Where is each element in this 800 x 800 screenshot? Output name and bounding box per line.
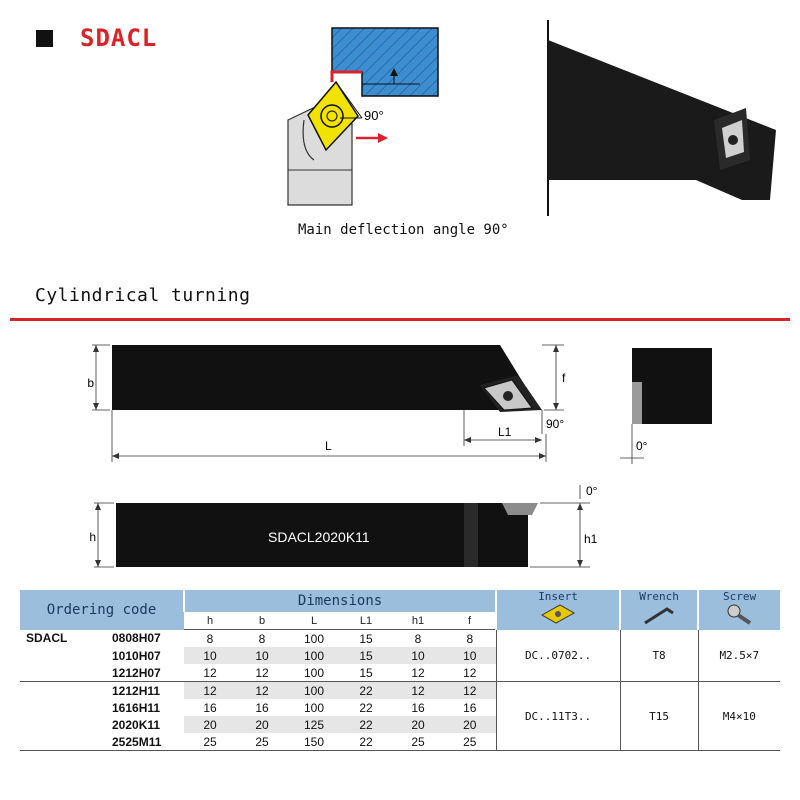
insert-cell: DC..0702.. (496, 630, 620, 682)
dim-l1-label: L1 (498, 425, 512, 439)
cell: 15 (359, 665, 373, 680)
ordering-code: 1010H07 (112, 648, 161, 663)
workpiece-shape (332, 28, 438, 96)
side-view-drawing (80, 330, 600, 470)
cell: 25 (184, 733, 236, 751)
page-title: SDACL (80, 24, 158, 52)
cell: 12 (255, 665, 269, 680)
screw-icon (720, 603, 760, 625)
col-f-header: f (444, 612, 496, 630)
diagram-angle-label: 90° (364, 108, 384, 123)
screw-cell: M2.5×7 (698, 630, 780, 682)
model-label: SDACL2020K11 (268, 529, 370, 545)
wrench-icon (639, 603, 679, 625)
cell: 22 (340, 682, 392, 700)
cell: 100 (304, 631, 325, 646)
cell: 12 (411, 665, 425, 680)
cell: 100 (288, 647, 340, 664)
cell: 20 (184, 716, 236, 733)
cell: 12 (444, 682, 496, 700)
cell: 20 (444, 716, 496, 733)
caption: Main deflection angle 90° (298, 222, 509, 238)
col-b-header: b (236, 612, 288, 630)
cell: 8 (258, 631, 266, 646)
cell: 100 (288, 682, 340, 700)
cell: 15 (340, 647, 392, 664)
insert-icon (538, 603, 578, 625)
ordering-code: 1212H07 (112, 665, 161, 680)
cell: 12 (392, 682, 444, 700)
col-h-header: h (184, 612, 236, 630)
section-divider (10, 318, 790, 321)
insert-header-label: Insert (538, 590, 578, 603)
cell: 16 (411, 700, 425, 715)
ordering-code: 2525M11 (104, 733, 184, 751)
wrench-header (620, 590, 698, 630)
cell: 22 (340, 733, 392, 751)
ordering-code: 1616H11 (112, 700, 161, 715)
dim-l-label: L (325, 439, 332, 453)
cell: 100 (304, 665, 325, 680)
cell: 16 (463, 700, 477, 715)
cell: 8 (414, 631, 422, 646)
cell: 25 (444, 733, 496, 751)
cell: 10 (184, 647, 236, 664)
section-title: Cylindrical turning (35, 285, 251, 306)
ordering-code: 1212H11 (104, 682, 184, 700)
table-row (20, 630, 780, 648)
cell: 20 (236, 716, 288, 733)
front-insert-shape (502, 503, 538, 515)
insert-cell: DC..11T3.. (496, 682, 620, 751)
ordering-code-header: Ordering code (20, 590, 184, 630)
cell: 15 (359, 631, 373, 646)
end-angle-label: 0° (636, 439, 648, 453)
cell: 150 (288, 733, 340, 751)
cell: 25 (236, 733, 288, 751)
cell: 10 (444, 647, 496, 664)
cell: 125 (288, 716, 340, 733)
front-angle-label: 0° (586, 485, 598, 498)
cell: 10 (236, 647, 288, 664)
product-photo (546, 20, 800, 216)
wrench-cell: T8 (620, 630, 698, 682)
col-l1-header: L1 (340, 612, 392, 630)
wrench-header-label: Wrench (639, 590, 679, 603)
cell: 16 (203, 700, 217, 715)
screw-header (698, 590, 780, 630)
holder-side-shape (112, 345, 540, 410)
cell: 12 (203, 665, 217, 680)
screw-header-label: Screw (723, 590, 757, 603)
dim-f-label: f (562, 371, 566, 385)
side-angle-label: 90° (546, 417, 565, 431)
cell: 22 (340, 716, 392, 733)
cell: 10 (392, 647, 444, 664)
col-h1-header: h1 (392, 612, 444, 630)
cell: 8 (206, 631, 214, 646)
screw-cell: M4×10 (698, 682, 780, 751)
cell: 16 (255, 700, 269, 715)
dim-h-label: h (89, 530, 96, 544)
holder-end-shape (632, 348, 712, 424)
cell: 12 (463, 665, 477, 680)
ordering-code: 2020K11 (112, 717, 161, 732)
cell: 22 (359, 700, 373, 715)
cell: 8 (466, 631, 474, 646)
cell: 100 (304, 700, 325, 715)
cell: 20 (392, 716, 444, 733)
dim-h1-label: h1 (584, 532, 598, 546)
title-bullet (36, 30, 53, 47)
spec-table (20, 590, 780, 751)
dimensions-header: Dimensions (184, 590, 496, 612)
cell: 12 (236, 682, 288, 700)
wrench-cell: T15 (620, 682, 698, 751)
dim-b-label: b (87, 376, 94, 390)
insert-header (496, 590, 620, 630)
col-l-header: L (288, 612, 340, 630)
end-view-drawing (620, 340, 730, 470)
cell: 25 (392, 733, 444, 751)
ordering-code: 0808H07 (112, 631, 161, 646)
deflection-diagram (270, 20, 450, 210)
front-view-drawing (80, 485, 620, 585)
cell: 12 (184, 682, 236, 700)
table-row (20, 682, 780, 700)
series-label: SDACL (26, 631, 68, 646)
